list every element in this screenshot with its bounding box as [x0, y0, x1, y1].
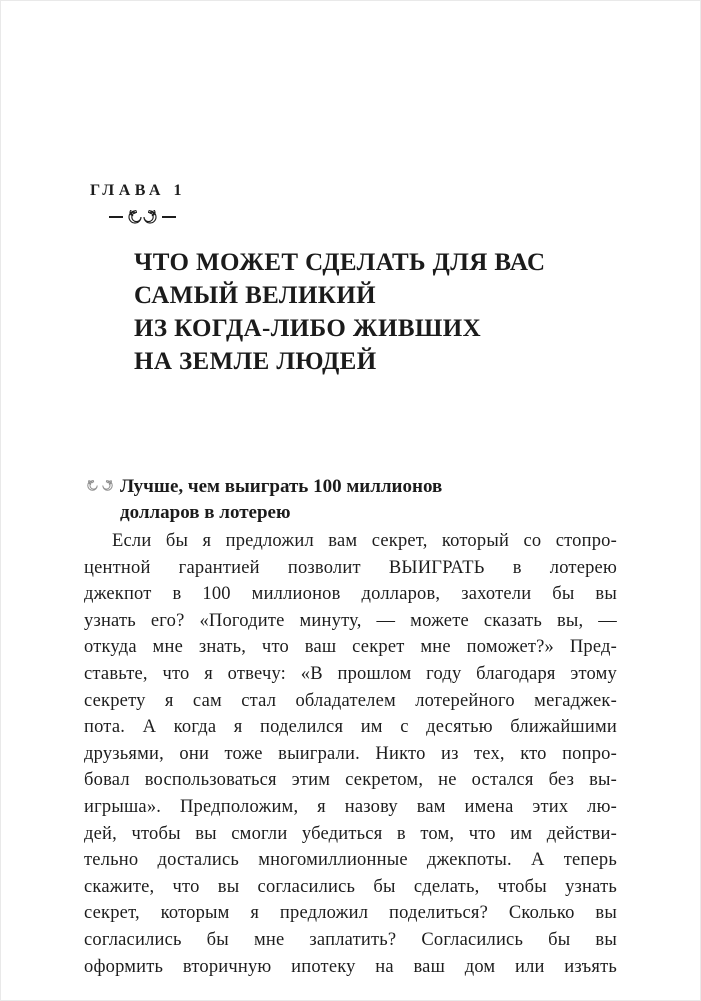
spiral-ornament-icon — [128, 210, 157, 224]
chapter-title — [134, 246, 634, 378]
chapter-label: ГЛАВА 1 — [90, 182, 186, 199]
chapter-title-line: САМЫЙ ВЕЛИКИЙ — [134, 282, 377, 309]
paragraph-line: секрет, которым я предложил поделиться? Сколько вы — [84, 903, 617, 924]
section-heading-text — [120, 474, 442, 526]
paragraph-line: ставьте, что я отвечу: «В прошлом году благодаря этому — [84, 663, 617, 684]
paragraph-line: секрету я сам стал обладателем лотерейного мегаджек- — [84, 690, 617, 711]
paragraph — [84, 528, 617, 980]
paragraph-line: дей, чтобы вы смогли убедиться в том, что им действи- — [84, 823, 617, 844]
paragraph-line: бовал воспользоваться этим секретом, не остался без вы- — [84, 770, 617, 791]
paragraph-line: скажите, что вы согласились бы сделать, чтобы узнать — [84, 876, 617, 897]
paragraph-line: Если бы я предложил вам секрет, который со стопро- — [112, 531, 617, 551]
paragraph-line: оформить вторичную ипотеку на ваш дом или изъять — [84, 956, 617, 977]
paragraph-line: тельно достались многомиллионные джекпоты. А теперь — [84, 850, 617, 871]
chapter-title-line: ИЗ КОГДА-ЛИБО ЖИВШИХ — [134, 315, 482, 342]
ornament-dash-left — [109, 216, 123, 217]
paragraph-line: согласились бы мне заплатить? Согласились бы вы — [84, 929, 617, 950]
section-heading — [87, 474, 442, 526]
section-heading-line: Лучше, чем выиграть 100 миллионов — [120, 476, 443, 497]
section-spiral-ornament-icon — [87, 480, 113, 491]
chapter-ornament — [90, 210, 194, 224]
chapter-title-line: НА ЗЕМЛЕ ЛЮДЕЙ — [134, 348, 377, 375]
section-heading-line: долларов в лотерею — [120, 502, 291, 523]
paragraph-line: игрыша». Предположим, я назову вам имена этих лю- — [84, 796, 617, 817]
paragraph-line: пота. А когда я поделился им с десятью ближайшими — [84, 717, 617, 738]
paragraph-line: узнать его? «Погодите минуту, — можете сказать вы, — — [84, 610, 617, 631]
paragraph-line: друзьями, они тоже выиграли. Никто из тех, кто попро- — [84, 743, 617, 764]
paragraph-line: джекпот в 100 миллионов долларов, захотели бы вы — [84, 584, 617, 605]
ornament-dash-right — [162, 216, 176, 217]
chapter-title-line: ЧТО МОЖЕТ СДЕЛАТЬ ДЛЯ ВАС — [134, 249, 546, 276]
paragraph-line: центной гарантией позволит ВЫИГРАТЬ в лотерею — [84, 557, 617, 578]
paragraph-line: откуда мне знать, что ваш секрет мне поможет?» Пред- — [84, 637, 617, 658]
